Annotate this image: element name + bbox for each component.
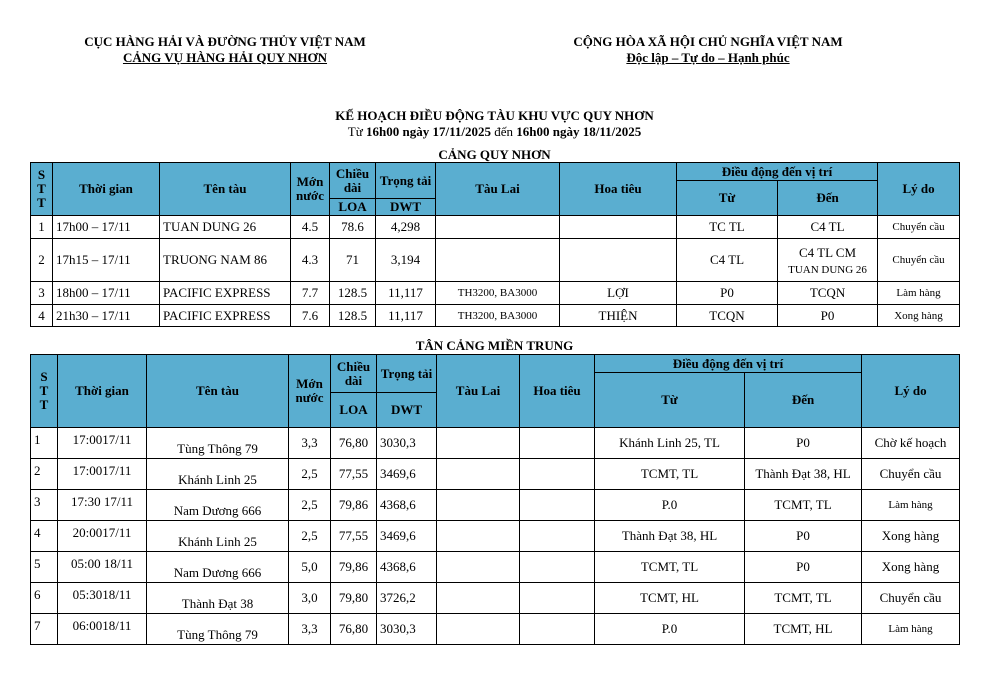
cell-tug — [437, 459, 520, 490]
cell-reason: Làm hàng — [878, 282, 960, 305]
cell-dwt: 4368,6 — [377, 552, 437, 583]
cell-draft: 4.5 — [291, 216, 330, 239]
period-to: 16h00 ngày 18/11/2025 — [516, 124, 642, 139]
col-dwt: DWT — [377, 393, 437, 428]
cell-time: 06:0018/11 — [58, 614, 147, 645]
cell-reason: Chuyển cầu — [878, 239, 960, 282]
cell-draft: 7.7 — [291, 282, 330, 305]
cell-from: P.0 — [595, 614, 745, 645]
col-stt: S T T — [31, 163, 53, 216]
cell-pilot — [520, 459, 595, 490]
cell-draft: 2,5 — [289, 521, 331, 552]
cell-stt: 1 — [31, 428, 58, 459]
cell-pilot: THIỆN — [560, 305, 677, 327]
period-middle: đến — [490, 124, 517, 139]
period-from: 16h00 ngày 17/11/2025 — [366, 124, 491, 139]
cell-to: P0 — [745, 428, 862, 459]
cell-pilot — [560, 239, 677, 282]
cell-draft: 4.3 — [291, 239, 330, 282]
cell-ship: TUAN DUNG 26 — [160, 216, 291, 239]
cell-ship: TRUONG NAM 86 — [160, 239, 291, 282]
national-name: CỘNG HÒA XÃ HỘI CHỦ NGHĨA VIỆT NAM — [573, 34, 843, 49]
cell-stt: 4 — [31, 305, 53, 327]
col-move-to: Điều động đến vị trí — [677, 163, 878, 181]
cell-reason: Xong hàng — [878, 305, 960, 327]
cell-to: Thành Đạt 38, HL — [745, 459, 862, 490]
cell-loa: 79,86 — [331, 552, 377, 583]
cell-loa: 128.5 — [330, 282, 376, 305]
col-loa: LOA — [331, 393, 377, 428]
col-to: Đến — [745, 373, 862, 428]
cell-pilot — [520, 428, 595, 459]
cell-loa: 78.6 — [330, 216, 376, 239]
national-header — [528, 34, 888, 66]
cell-stt: 4 — [31, 521, 58, 552]
cell-reason: Xong hàng — [862, 521, 960, 552]
cell-time: 17h15 – 17/11 — [53, 239, 160, 282]
cell-time: 17:30 17/11 — [58, 490, 147, 521]
cell-dwt: 4368,6 — [377, 490, 437, 521]
col-reason: Lý do — [878, 163, 960, 216]
table-row — [31, 521, 960, 552]
issuer-header — [60, 34, 390, 66]
cell-ship: Thành Đạt 38 — [147, 583, 289, 614]
cell-to: TCMT, TL — [745, 583, 862, 614]
col-reason: Lý do — [862, 355, 960, 428]
cell-dwt: 3726,2 — [377, 583, 437, 614]
cell-pilot: LỢI — [560, 282, 677, 305]
col-move-to: Điều động đến vị trí — [595, 355, 862, 373]
cell-stt: 6 — [31, 583, 58, 614]
col-tonnage: Trọng tải — [376, 163, 436, 199]
cell-to-line1: C4 TL CM — [798, 244, 857, 260]
cell-ship: PACIFIC EXPRESS — [160, 282, 291, 305]
table-row — [31, 583, 960, 614]
cell-draft: 3,0 — [289, 583, 331, 614]
col-length: Chiều dài — [331, 355, 377, 393]
cell-from: TCMT, HL — [595, 583, 745, 614]
col-tug: Tàu Lai — [436, 163, 560, 216]
cell-pilot — [520, 614, 595, 645]
cell-to-line2: TUAN DUNG 26 — [788, 263, 867, 276]
cell-loa: 77,55 — [331, 521, 377, 552]
cell-loa: 128.5 — [330, 305, 376, 327]
cell-time: 17:0017/11 — [58, 428, 147, 459]
cell-to: TCMT, TL — [745, 490, 862, 521]
cell-ship: Khánh Linh 25 — [147, 521, 289, 552]
cell-draft: 7.6 — [291, 305, 330, 327]
national-motto: Độc lập – Tự do – Hạnh phúc — [626, 50, 790, 65]
cell-dwt: 3030,3 — [377, 428, 437, 459]
quy-nhon-schedule-table — [30, 162, 960, 327]
table-row — [31, 216, 960, 239]
cell-dwt: 3,194 — [376, 239, 436, 282]
col-pilot: Hoa tiêu — [520, 355, 595, 428]
col-time: Thời gian — [58, 355, 147, 428]
table-row — [31, 428, 960, 459]
cell-to: P0 — [778, 305, 878, 327]
cell-from: Thành Đạt 38, HL — [595, 521, 745, 552]
col-loa: LOA — [330, 199, 376, 216]
cell-loa: 77,55 — [331, 459, 377, 490]
table-row — [31, 459, 960, 490]
col-tonnage: Trọng tải — [377, 355, 437, 393]
cell-loa: 76,80 — [331, 428, 377, 459]
col-from: Từ — [595, 373, 745, 428]
section-title-quy-nhon: CẢNG QUY NHƠN — [438, 147, 551, 162]
cell-tug — [437, 583, 520, 614]
cell-time: 18h00 – 17/11 — [53, 282, 160, 305]
cell-tug — [436, 216, 560, 239]
cell-reason: Chuyển cầu — [862, 459, 960, 490]
cell-stt: 2 — [31, 239, 53, 282]
col-draft: Mớn nước — [289, 355, 331, 428]
table-row — [31, 614, 960, 645]
cell-time: 05:3018/11 — [58, 583, 147, 614]
cell-draft: 2,5 — [289, 459, 331, 490]
cell-tug: TH3200, BA3000 — [436, 305, 560, 327]
cell-pilot — [560, 216, 677, 239]
cell-from: P.0 — [595, 490, 745, 521]
cell-ship: Khánh Linh 25 — [147, 459, 289, 490]
cell-tug: TH3200, BA3000 — [436, 282, 560, 305]
period-prefix: Từ — [347, 124, 367, 139]
cell-to: P0 — [745, 552, 862, 583]
cell-reason: Chuyển cầu — [878, 216, 960, 239]
cell-dwt: 3030,3 — [377, 614, 437, 645]
col-tug: Tàu Lai — [437, 355, 520, 428]
cell-loa: 79,86 — [331, 490, 377, 521]
cell-stt: 3 — [31, 490, 58, 521]
table-row — [31, 305, 960, 327]
cell-time: 17:0017/11 — [58, 459, 147, 490]
cell-loa: 71 — [330, 239, 376, 282]
cell-dwt: 11,117 — [376, 282, 436, 305]
cell-draft: 2,5 — [289, 490, 331, 521]
col-time: Thời gian — [53, 163, 160, 216]
cell-pilot — [520, 521, 595, 552]
col-stt: S T T — [31, 355, 58, 428]
col-draft: Mớn nước — [291, 163, 330, 216]
cell-from: P0 — [677, 282, 778, 305]
cell-reason: Chờ kế hoạch — [862, 428, 960, 459]
cell-from: Khánh Linh 25, TL — [595, 428, 745, 459]
issuer-agency: CỤC HÀNG HẢI VÀ ĐƯỜNG THỦY VIỆT NAM — [84, 34, 366, 49]
cell-time: 17h00 – 17/11 — [53, 216, 160, 239]
document-period — [0, 124, 989, 140]
cell-from: C4 TL — [677, 239, 778, 282]
cell-loa: 79,80 — [331, 583, 377, 614]
cell-to: C4 TL — [778, 216, 878, 239]
cell-from: TC TL — [677, 216, 778, 239]
cell-reason: Làm hàng — [862, 490, 960, 521]
col-from: Từ — [677, 181, 778, 216]
cell-stt: 7 — [31, 614, 58, 645]
cell-reason: Chuyển cầu — [862, 583, 960, 614]
issuer-port-authority: CẢNG VỤ HÀNG HẢI QUY NHƠN — [122, 50, 328, 65]
cell-from: TCMT, TL — [595, 552, 745, 583]
cell-to: TCMT, HL — [745, 614, 862, 645]
cell-from: TCMT, TL — [595, 459, 745, 490]
cell-draft: 3,3 — [289, 614, 331, 645]
cell-tug — [437, 490, 520, 521]
cell-tug — [437, 428, 520, 459]
cell-from: TCQN — [677, 305, 778, 327]
col-ship: Tên tàu — [147, 355, 289, 428]
cell-ship: Nam Dương 666 — [147, 490, 289, 521]
cell-pilot — [520, 552, 595, 583]
cell-time: 05:00 18/11 — [58, 552, 147, 583]
cell-tug — [437, 552, 520, 583]
cell-ship: Nam Dương 666 — [147, 552, 289, 583]
col-to: Đến — [778, 181, 878, 216]
tan-cang-schedule-table — [30, 354, 960, 645]
cell-time: 20:0017/11 — [58, 521, 147, 552]
cell-loa: 76,80 — [331, 614, 377, 645]
cell-tug — [437, 614, 520, 645]
cell-ship: PACIFIC EXPRESS — [160, 305, 291, 327]
cell-stt: 3 — [31, 282, 53, 305]
table-row — [31, 490, 960, 521]
col-length: Chiều dài — [330, 163, 376, 199]
cell-pilot — [520, 490, 595, 521]
cell-dwt: 3469,6 — [377, 521, 437, 552]
document-title-block — [0, 108, 989, 140]
section-title-tan-cang-mien-trung: TÂN CẢNG MIỀN TRUNG — [415, 338, 574, 353]
cell-ship: Tùng Thông 79 — [147, 614, 289, 645]
cell-stt: 1 — [31, 216, 53, 239]
col-ship: Tên tàu — [160, 163, 291, 216]
cell-stt: 2 — [31, 459, 58, 490]
cell-tug — [437, 521, 520, 552]
cell-dwt: 4,298 — [376, 216, 436, 239]
table-row — [31, 282, 960, 305]
table-row — [31, 552, 960, 583]
col-pilot: Hoa tiêu — [560, 163, 677, 216]
cell-dwt: 3469,6 — [377, 459, 437, 490]
cell-to: TCQN — [778, 282, 878, 305]
cell-to — [778, 239, 878, 282]
cell-draft: 5,0 — [289, 552, 331, 583]
cell-pilot — [520, 583, 595, 614]
cell-tug — [436, 239, 560, 282]
cell-ship: Tùng Thông 79 — [147, 428, 289, 459]
cell-dwt: 11,117 — [376, 305, 436, 327]
col-dwt: DWT — [376, 199, 436, 216]
cell-reason: Xong hàng — [862, 552, 960, 583]
cell-draft: 3,3 — [289, 428, 331, 459]
cell-stt: 5 — [31, 552, 58, 583]
cell-time: 21h30 – 17/11 — [53, 305, 160, 327]
cell-to: P0 — [745, 521, 862, 552]
cell-reason: Làm hàng — [862, 614, 960, 645]
document-title: KẾ HOẠCH ĐIỀU ĐỘNG TÀU KHU VỰC QUY NHƠN — [335, 108, 654, 123]
table-row — [31, 239, 960, 282]
